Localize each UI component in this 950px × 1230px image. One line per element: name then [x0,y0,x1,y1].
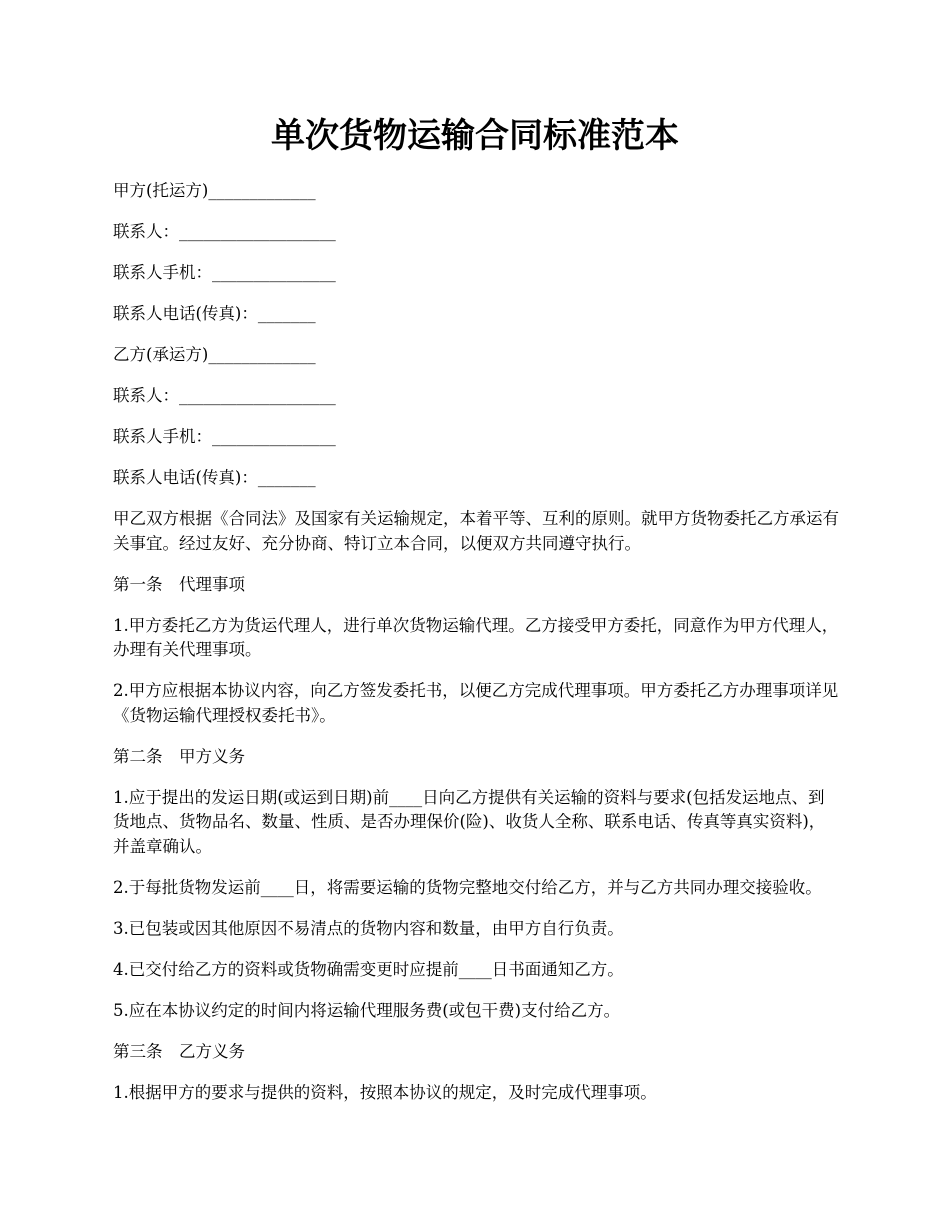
article-2-clause-5: 5.应在本协议约定的时间内将运输代理服务费(或包干费)支付给乙方。 [113,1000,621,1020]
document-body [113,179,841,1122]
article-2-clause-3: 3.已包装或因其他原因不易清点的货物内容和数量，由甲方自行负责。 [113,918,624,938]
article-3-clause-1: 1.根据甲方的要求与提供的资料，按照本协议的规定，及时完成代理事项。 [113,1082,657,1102]
article-1-clause-1: 1.甲方委托乙方为货运代理人，进行单次货物运输代理。乙方接受甲方委托，同意作为甲方代理人，办理有关代理事项。 [113,615,839,659]
party-b-mobile-field: 联系人手机：_______________ [113,427,336,446]
party-a-field: 甲方(托运方)_____________ [113,181,316,200]
article-2-clause-1: 1.应于提出的发运日期(或运到日期)前____日向乙方提供有关运输的资料与要求(包括发运地点、到货地点、货物品名、数量、性质、是否办理保价(险)、收货人全称、联系电话、传真等真实资料)，并盖章确认。 [113,787,826,856]
document-title: 单次货物运输合同标准范本 [271,116,679,156]
article-1-heading: 第一条 代理事项 [113,574,245,594]
party-b-field: 乙方(承运方)_____________ [113,345,316,364]
party-b-contact-field: 联系人：___________________ [113,386,336,405]
preamble-paragraph: 甲乙双方根据《合同法》及国家有关运输规定，本着平等、互利的原则。就甲方货物委托乙方承运有关事宜。经过友好、充分协商、特订立本合同，以便双方共同遵守执行。 [113,509,839,553]
party-b-phone-fax-field: 联系人电话(传真)：_______ [113,468,316,487]
article-1-clause-2: 2.甲方应根据本协议内容，向乙方签发委托书，以便乙方完成代理事项。甲方委托乙方办理事项详见《货物运输代理授权委托书》。 [113,681,839,725]
party-a-contact-field: 联系人：___________________ [113,222,336,241]
party-a-phone-fax-field: 联系人电话(传真)：_______ [113,304,316,323]
party-a-mobile-field: 联系人手机：_______________ [113,263,336,282]
article-2-clause-4: 4.已交付给乙方的资料或货物确需变更时应提前____日书面通知乙方。 [113,959,624,979]
article-2-heading: 第二条 甲方义务 [113,746,245,766]
article-2-clause-2: 2.于每批货物发运前____日，将需要运输的货物完整地交付给乙方，并与乙方共同办理交接验收。 [113,877,822,897]
article-3-heading: 第三条 乙方义务 [113,1041,245,1061]
